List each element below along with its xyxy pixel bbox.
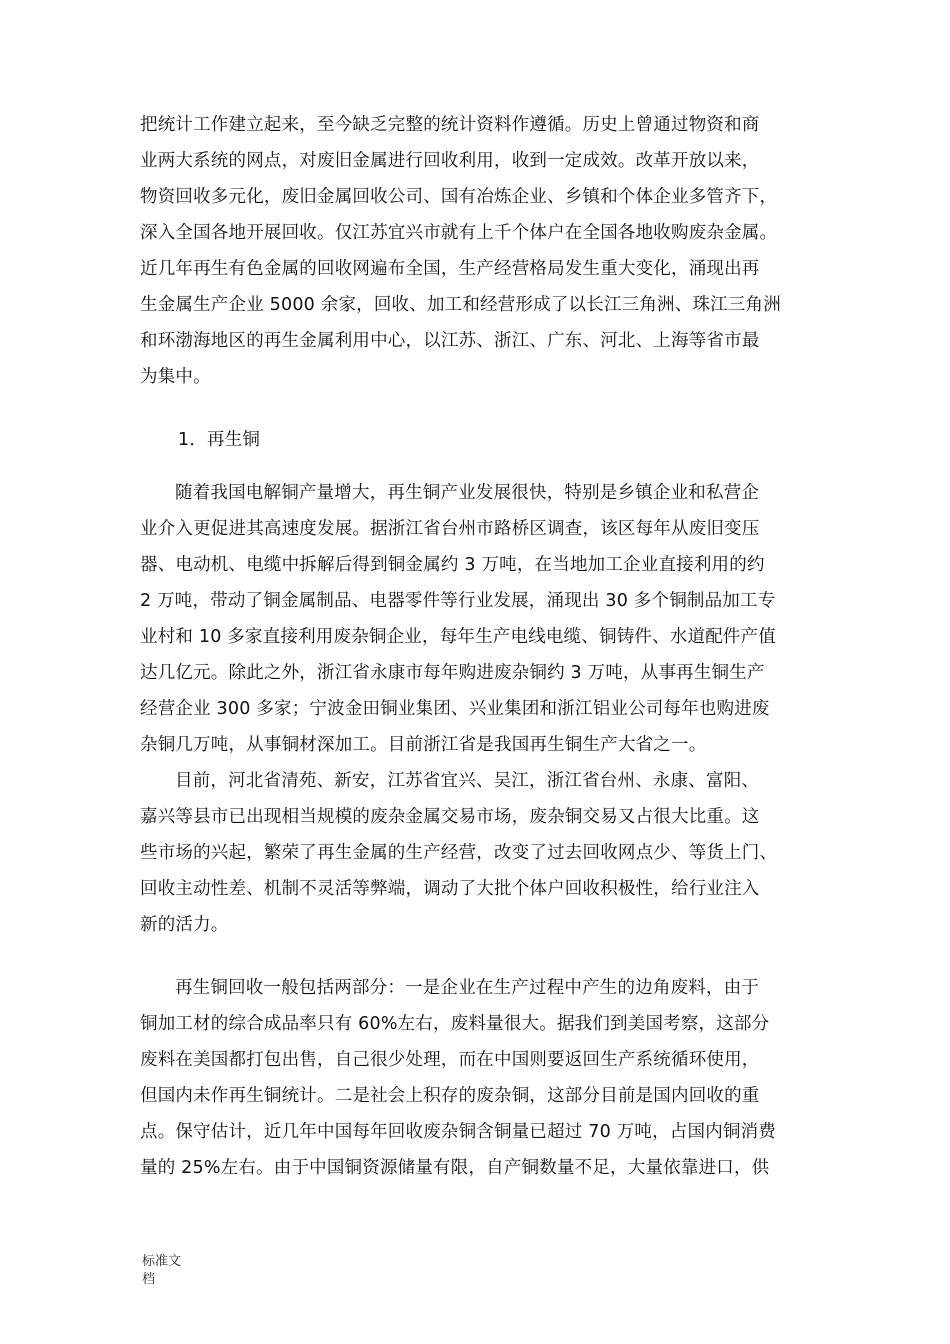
body-text-line: 量的 25%左右。由于中国铜资源储量有限，自产铜数量不足，大量依靠进口，供	[140, 1158, 770, 1178]
body-text-line: 点。保守估计，近几年中国每年回收废杂铜含铜量已超过 70 万吨，占国内铜消费	[140, 1122, 776, 1142]
body-text-line: 业介入更促进其高速度发展。据浙江省台州市路桥区调查，该区每年从废旧变压	[140, 519, 760, 539]
body-text-line: 目前，河北省清苑、新安，江苏省宜兴、吴江，浙江省台州、永康、富阳、	[175, 771, 760, 791]
body-text-line: 和环渤海地区的再生金属利用中心，以江苏、浙江、广东、河北、上海等省市最	[140, 331, 760, 351]
body-text-line: 再生铜回收一般包括两部分：一是企业在生产过程中产生的边角废料，由于	[175, 978, 760, 998]
body-text-line: 铜加工材的综合成品率只有 60%左右，废料量很大。据我们到美国考察，这部分	[140, 1014, 770, 1034]
body-text-line: 废料在美国都打包出售，自己很少处理，而在中国则要返回生产系统循环使用，	[140, 1050, 760, 1070]
body-text-line: 生金属生产企业 5000 余家，回收、加工和经营形成了以长江三角洲、珠江三角洲	[140, 295, 781, 315]
body-text-line: 杂铜几万吨，从事铜材深加工。目前浙江省是我国再生铜生产大省之一。	[140, 735, 707, 755]
body-text-line: 近几年再生有色金属的回收网遍布全国，生产经营格局发生重大变化，涌现出再	[140, 259, 760, 279]
body-text-line: 物资回收多元化，废旧金属回收公司、国有冶炼企业、乡镇和个体企业多管齐下，	[140, 187, 778, 207]
body-text-line: 达几亿元。除此之外，浙江省永康市每年购进废杂铜约 3 万吨，从事再生铜生产	[140, 663, 765, 683]
body-text-line: 但国内未作再生铜统计。二是社会上积存的废杂铜，这部分目前是国内回收的重	[140, 1086, 760, 1106]
section-heading: 1．再生铜	[178, 430, 261, 450]
body-text-line: 为集中。	[140, 367, 211, 387]
body-text-line: 器、电动机、电缆中拆解后得到铜金属约 3 万吨，在当地加工企业直接利用的约	[140, 555, 765, 575]
body-text-line: 些市场的兴起，繁荣了再生金属的生产经营，改变了过去回收网点少、等货上门、	[140, 843, 778, 863]
footer-label: 标准文档	[142, 1254, 182, 1287]
body-text-line: 回收主动性差、机制不灵活等弊端，调动了大批个体户回收积极性，给行业注入	[140, 879, 760, 899]
body-text-line: 把统计工作建立起来，至今缺乏完整的统计资料作遵循。历史上曾通过物资和商	[140, 115, 760, 135]
body-text-line: 嘉兴等县市已出现相当规模的废杂金属交易市场，废杂铜交易又占很大比重。这	[140, 807, 760, 827]
body-text-line: 2 万吨，带动了铜金属制品、电器零件等行业发展，涌现出 30 多个铜制品加工专	[140, 591, 776, 611]
body-text-line: 深入全国各地开展回收。仅江苏宜兴市就有上千个体户在全国各地收购废杂金属。	[140, 223, 778, 243]
body-text-line: 经营企业 300 多家；宁波金田铜业集团、兴业集团和浙江铝业公司每年也购进废	[140, 699, 770, 719]
body-text-line: 随着我国电解铜产量增大，再生铜产业发展很快，特别是乡镇企业和私营企	[175, 483, 760, 503]
body-text-line: 新的活力。	[140, 915, 229, 935]
body-text-line: 业村和 10 多家直接利用废杂铜企业，每年生产电线电缆、铜铸件、水道配件产值	[140, 627, 776, 647]
body-text-line: 业两大系统的网点，对废旧金属进行回收利用，收到一定成效。改革开放以来，	[140, 151, 760, 171]
